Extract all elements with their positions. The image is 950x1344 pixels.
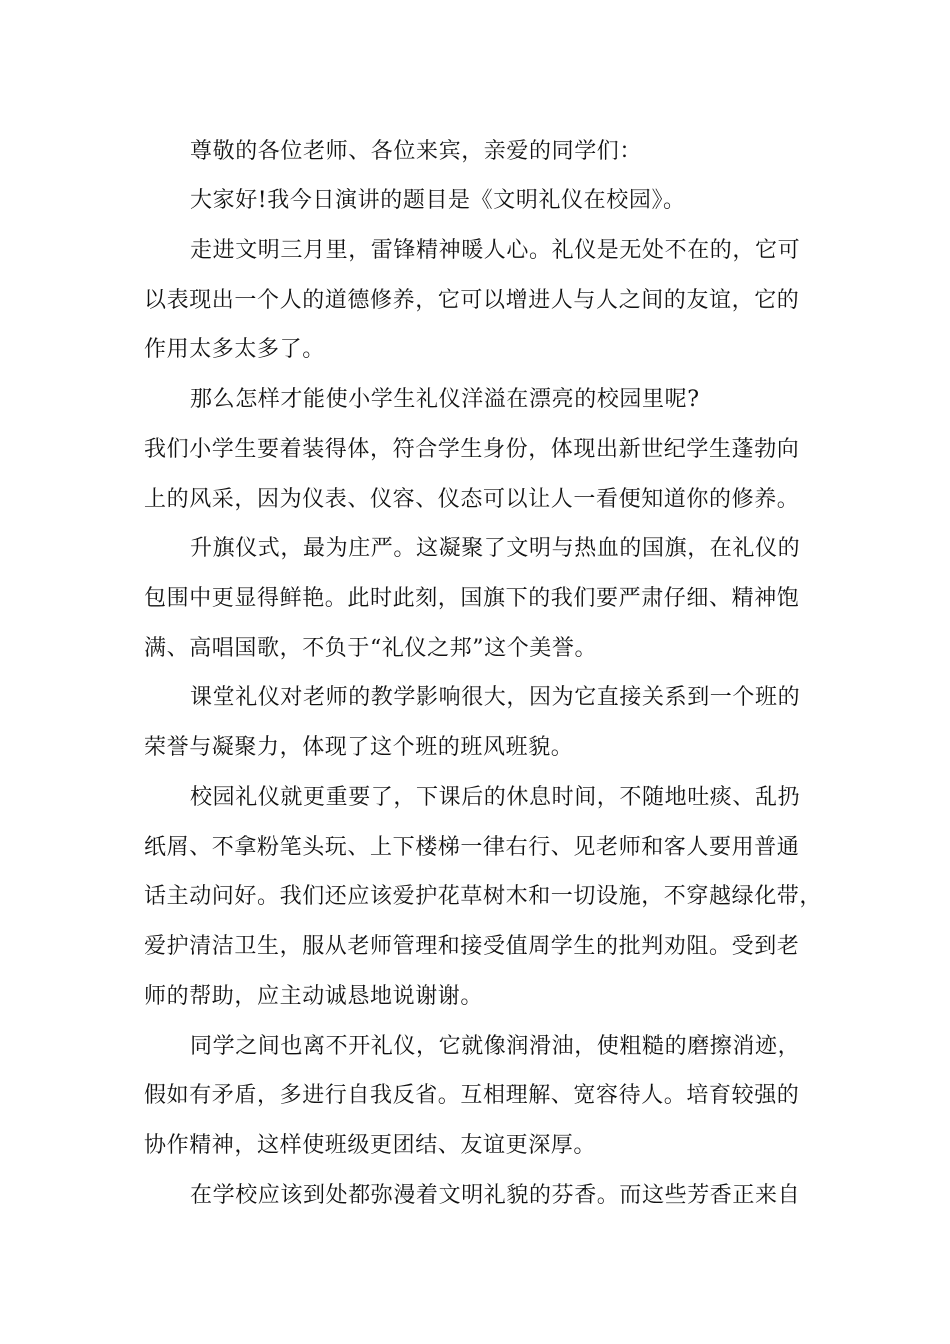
text-line: 大家好!我今日演讲的题目是《文明礼仪在校园》。 bbox=[190, 188, 686, 213]
text-line: 同学之间也离不开礼仪，它就像润滑油，使粗糙的磨擦消迹， bbox=[190, 1034, 801, 1059]
text-line: 上的风采，因为仪表、仪容、仪态可以让人一看便知道你的修养。 bbox=[144, 487, 800, 512]
text-line: 包围中更显得鲜艳。此时此刻，国旗下的我们要严肃仔细、精神饱 bbox=[144, 586, 800, 611]
text-line: 校园礼仪就更重要了，下课后的休息时间，不随地吐痰、乱扔 bbox=[190, 785, 801, 810]
text-line: 那么怎样才能使小学生礼仪洋溢在漂亮的校园里呢? bbox=[190, 387, 700, 412]
text-line: 假如有矛盾，多进行自我反省。互相理解、宽容待人。培育较强的 bbox=[144, 1083, 800, 1108]
text-line: 走进文明三月里，雷锋精神暖人心。礼仪是无处不在的，它可 bbox=[190, 238, 801, 263]
text-line: 升旗仪式，最为庄严。这凝聚了文明与热血的国旗，在礼仪的 bbox=[190, 536, 801, 561]
text-line: 荣誉与凝聚力，体现了这个班的班风班貌。 bbox=[144, 735, 574, 760]
text-line: 满、高唱国歌，不负于“礼仪之邦”这个美誉。 bbox=[144, 636, 598, 661]
text-line: 课堂礼仪对老师的教学影响很大，因为它直接关系到一个班的 bbox=[190, 685, 801, 710]
text-line: 纸屑、不拿粉笔头玩、上下楼梯一律右行、见老师和客人要用普通 bbox=[144, 835, 800, 860]
text-line: 尊敬的各位老师、各位来宾，亲爱的同学们： bbox=[190, 139, 643, 164]
text-line: 协作精神，这样使班级更团结、友谊更深厚。 bbox=[144, 1133, 597, 1158]
text-line: 以表现出一个人的道德修养，它可以增进人与人之间的友谊，它的 bbox=[144, 288, 800, 313]
text-line: 爱护清洁卫生，服从老师管理和接受值周学生的批判劝阻。受到老 bbox=[144, 934, 800, 959]
text-line: 作用太多太多了。 bbox=[144, 337, 325, 362]
text-line: 话主动问好。我们还应该爱护花草树木和一切设施，不穿越绿化带， bbox=[144, 884, 823, 909]
text-line: 我们小学生要着装得体，符合学生身份，体现出新世纪学生蓬勃向 bbox=[144, 437, 800, 462]
text-line: 在学校应该到处都弥漫着文明礼貌的芬香。而这些芳香正来自 bbox=[190, 1183, 801, 1208]
text-line: 师的帮助，应主动诚恳地说谢谢。 bbox=[144, 984, 484, 1009]
